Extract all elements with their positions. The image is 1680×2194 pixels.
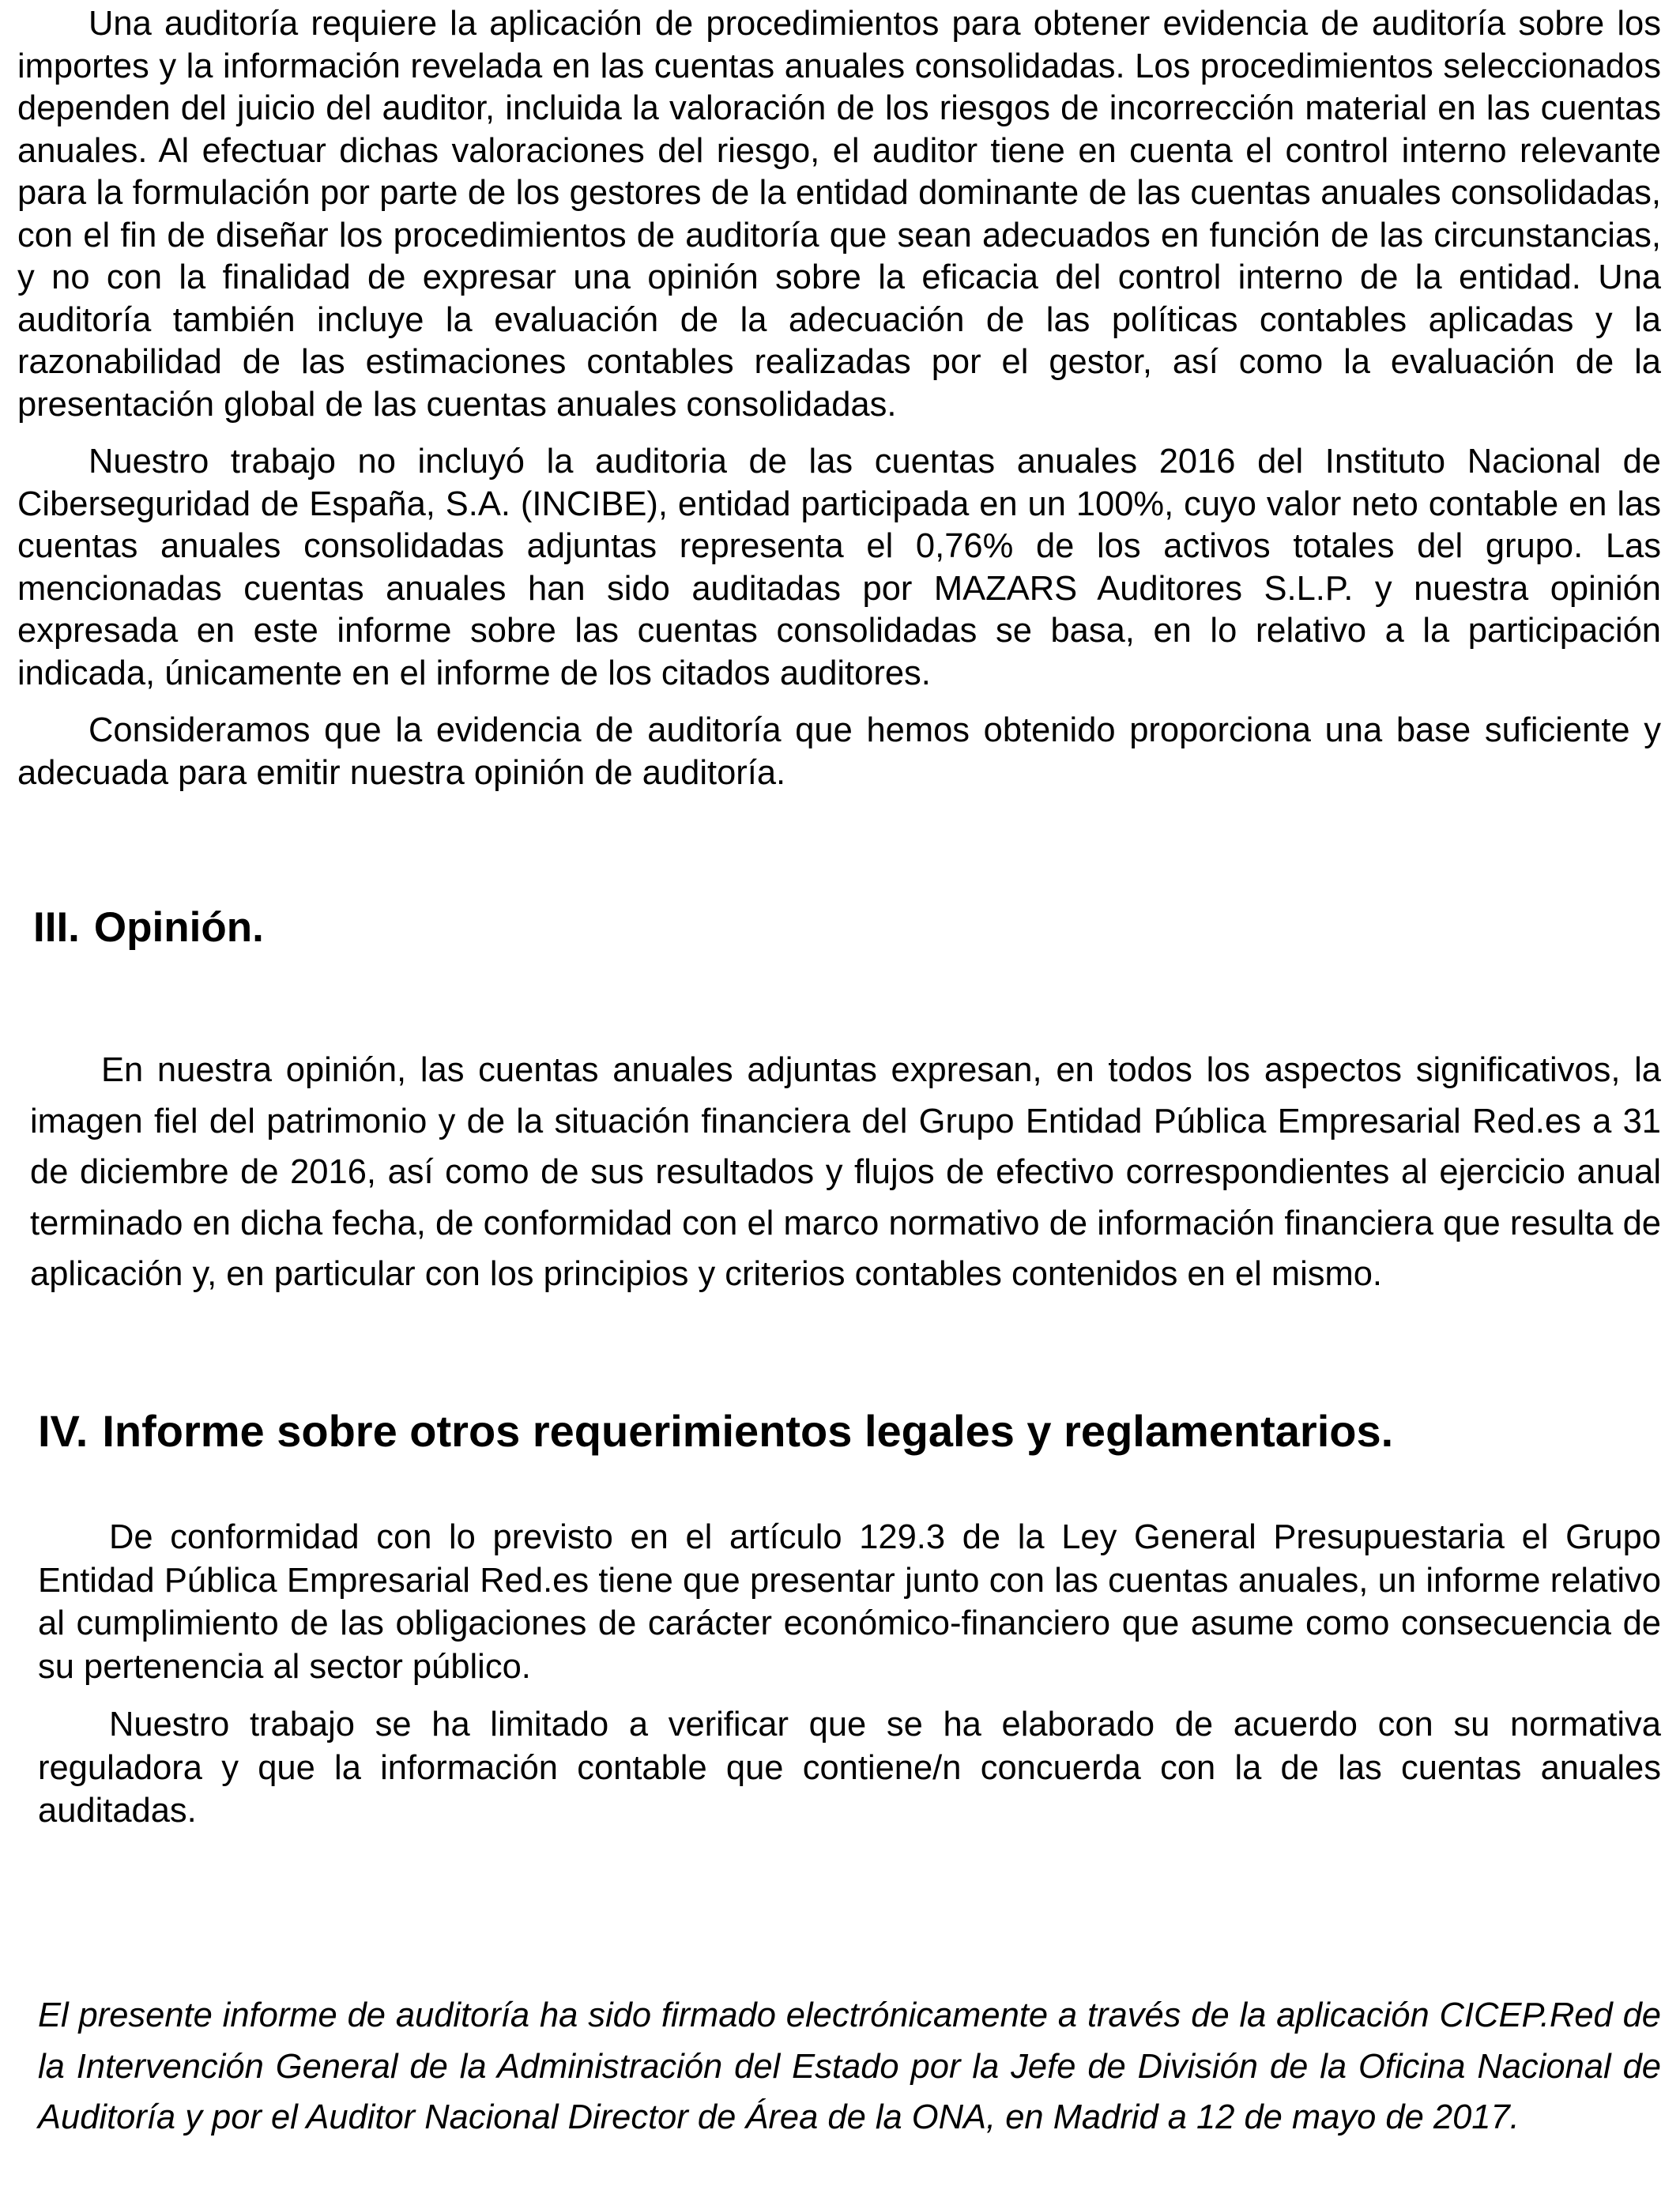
legal-requirements-section <box>38 1516 1661 1833</box>
paragraph-opinion: En nuestra opinión, las cuentas anuales adjuntas expresan, en todos los aspectos significativos, la imagen fiel del patrimonio y de la situación financiera del Grupo Entidad Pública Empresarial Red.es a 31 de diciembre de 2016, así como de sus resultados y flujos de efectivo correspondientes al ejercicio anual terminado en dicha fecha, de conformidad con el marco normativo de información financiera que resulta de aplicación y, en particular con los principios y criterios contables contenidos en el mismo. <box>30 1051 1661 1293</box>
heading-legal-title: Informe sobre otros requerimientos legales y reglamentarios. <box>102 1406 1394 1456</box>
paragraph-work-limitation: Nuestro trabajo se ha limitado a verificar que se ha elaborado de acuerdo con su normativa reguladora y que la información contable que contiene/n concuerda con la de las cuentas anuales auditadas. <box>38 1706 1661 1830</box>
paragraph-audit-procedures: Una auditoría requiere la aplicación de procedimientos para obtener evidencia de auditoría sobre los importes y la información revelada en las cuentas anuales consolidadas. Los procedimientos seleccionados dependen del juicio del auditor, incluida la valoración de los riesgos de incorrección material en las cuentas anuales. Al efectuar dichas valoraciones del riesgo, el auditor tiene en cuenta el control interno relevante para la formulación por parte de los gestores de la entidad dominante de las cuentas anuales consolidadas, con el fin de diseñar los procedimientos de auditoría que sean adecuados en función de las circunstancias, y no con la finalidad de expresar una opinión sobre la eficacia del control interno de la entidad. Una auditoría también incluye la evaluación de la adecuación de las políticas contables aplicadas y la razonabilidad de las estimaciones contables realizadas por el gestor, así como la evaluación de la presentación global de las cuentas anuales consolidadas. <box>17 5 1661 424</box>
paragraph-incibe-scope: Nuestro trabajo no incluyó la auditoria de las cuentas anuales 2016 del Instituto Nacional de Ciberseguridad de España, S.A. (INCIBE), entidad participada en un 100%, cuyo valor neto contable en las cuentas anuales consolidadas adjuntas representa el 0,76% de los activos totales del grupo. Las mencionadas cuentas anuales han sido auditadas por MAZARS Auditores S.L.P. y nuestra opinión expresada en este informe sobre las cuentas consolidadas se basa, en lo relativo a la participación indicada, únicamente en el informe de los citados auditores. <box>17 443 1661 692</box>
heading-opinion <box>33 903 264 953</box>
paragraph-evidence-sufficiency: Consideramos que la evidencia de auditoría que hemos obtenido proporciona una base suficiente y adecuada para emitir nuestra opinión de auditoría. <box>17 711 1661 792</box>
heading-legal-requirements <box>38 1405 1393 1457</box>
heading-opinion-number: III. <box>33 904 80 951</box>
audit-procedures-section <box>17 3 1661 794</box>
paragraph-ley-presupuestaria: De conformidad con lo previsto en el artículo 129.3 de la Ley General Presupuestaria el Grupo Entidad Pública Empresarial Red.es tiene que presentar junto con las cuentas anuales, un informe relativo al cumplimiento de las obligaciones de carácter económico-financiero que asume como consecuencia de su pertenencia al sector público. <box>38 1518 1661 1686</box>
signature-note-section <box>38 1990 1661 2143</box>
heading-opinion-title: Opinión. <box>93 904 264 951</box>
heading-legal-number: IV. <box>38 1406 89 1456</box>
opinion-section <box>30 1045 1661 1300</box>
electronic-signature-note: El presente informe de auditoría ha sido firmado electrónicamente a través de la aplicación CICEP.Red de la Intervención General de la Administración del Estado por la Jefe de División de la Oficina Nacional de Auditoría y por el Auditor Nacional Director de Área de la ONA, en Madrid a 12 de mayo de 2017. <box>38 1996 1661 2136</box>
